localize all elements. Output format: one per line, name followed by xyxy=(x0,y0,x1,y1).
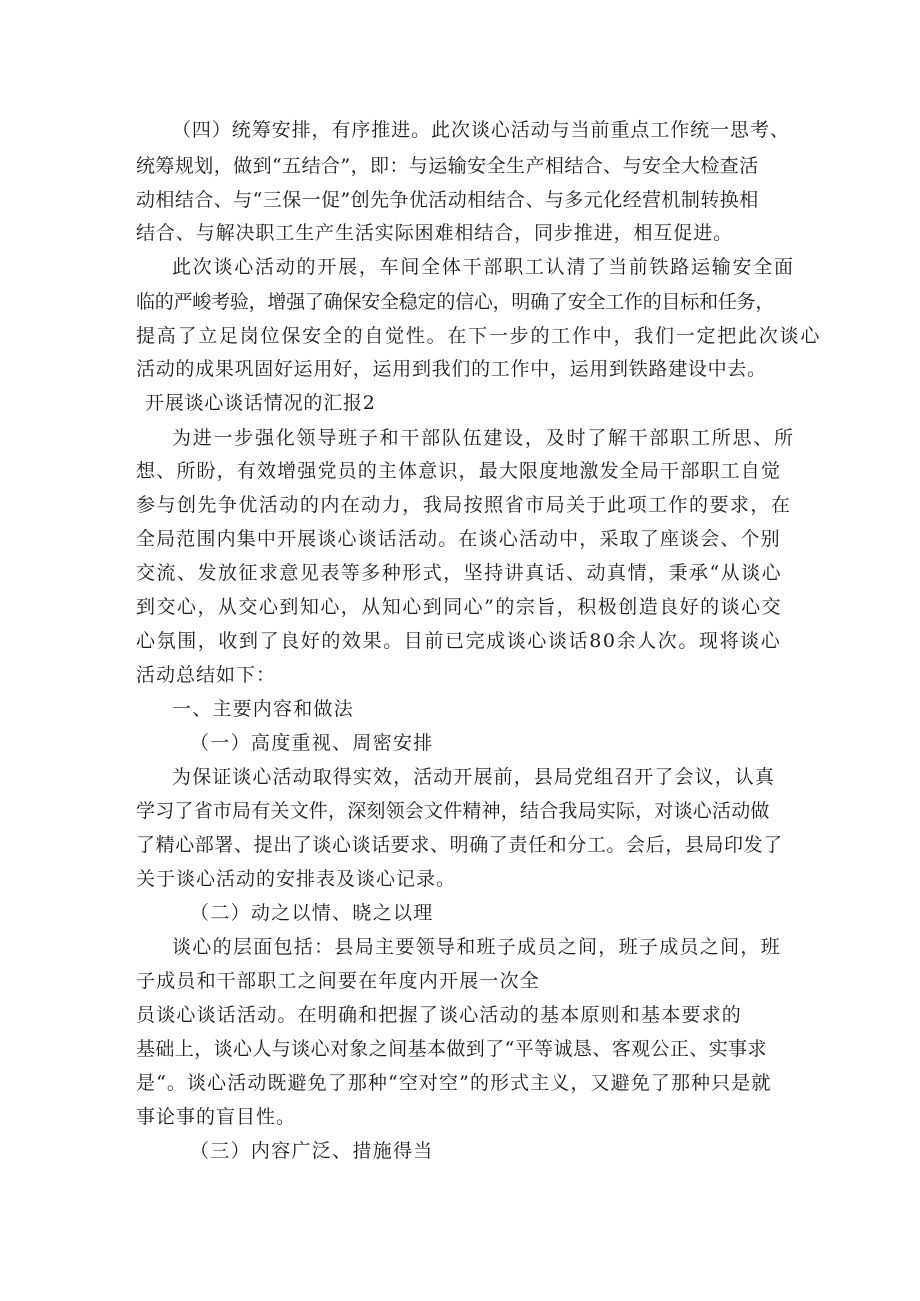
text-line: 谈心的层面包括：县局主要领导和班子成员之间，班子成员之间，班 xyxy=(172,936,782,958)
text-line: 基础上，谈心人与谈心对象之间基本做到了“平等诚恳、客观公正、实事求 xyxy=(136,1038,767,1060)
text-line: 到交心，从交心到知心，从知心到同心”的宗旨，积极创造良好的谈心交 xyxy=(136,596,783,618)
text-line: 动相结合、与“三保一促”创先争优活动相结合、与多元化经营机制转换相 xyxy=(136,189,759,211)
text-line: 了精心部署、提出了谈心谈话要求、明确了责任和分工。会后，县局印发了 xyxy=(136,834,783,856)
text-line: 统筹规划，做到“五结合”，即：与运输安全生产相结合、与安全大检查活 xyxy=(136,155,759,177)
text-line: 提高了立足岗位保安全的自觉性。在下一步的工作中，我们一定把此次谈心 xyxy=(136,325,822,347)
text-line: 交流、发放征求意见表等多种形式，坚持讲真话、动真情，秉承“从谈心 xyxy=(136,562,783,584)
text-line: 员谈心谈话活动。在明确和把握了谈心活动的基本原则和基本要求的 xyxy=(136,1004,743,1026)
text-line: 子成员和干部职工之间要在年度内开展一次全 xyxy=(136,970,541,992)
text-line: 为进一步强化领导班子和干部队伍建设，及时了解干部职工所思、所 xyxy=(172,427,795,449)
text-line: 活动总结如下： xyxy=(136,664,277,686)
section-heading: 开展谈心谈话情况的汇报2 xyxy=(145,392,376,414)
text-line: 全局范围内集中开展谈心谈话活动。在谈心活动中，采取了座谈会、个别 xyxy=(136,528,781,550)
subsection-heading: （一）高度重视、周密安排 xyxy=(190,732,434,754)
text-line: 临的严峻考验，增强了确保安全稳定的信心，明确了安全工作的目标和任务， xyxy=(136,291,775,313)
subsection-heading: （三）内容广泛、措施得当 xyxy=(190,1140,434,1162)
text-line: 是“。谈心活动既避免了那种“空对空”的形式主义，又避免了那种只是就 xyxy=(136,1072,772,1094)
section-heading: 一、主要内容和做法 xyxy=(172,698,354,720)
text-line: 为保证谈心活动取得实效，活动开展前，县局党组召开了会议，认真 xyxy=(172,766,776,788)
text-line: 活动的成果巩固好运用好，运用到我们的工作中，运用到铁路建设中去。 xyxy=(136,358,767,380)
text-line: 心氛围，收到了良好的效果。目前已完成谈心谈话80余人次。现将谈心 xyxy=(136,630,782,652)
subsection-heading: （二）动之以情、晓之以理 xyxy=(190,902,434,924)
text-line: 参与创先争优活动的内在动力，我局按照省市局关于此项工作的要求，在 xyxy=(136,494,792,516)
text-line: 想、所盼，有效增强党员的主体意识，最大限度地激发全局干部职工自觉 xyxy=(136,460,782,482)
text-line: （四）统筹安排，有序推进。此次谈心活动与当前重点工作统一思考、 xyxy=(172,119,790,141)
text-line: 结合、与解决职工生产生活实际困难相结合，同步推进，相互促进。 xyxy=(136,222,734,244)
text-line: 此次谈心活动的开展，车间全体干部职工认清了当前铁路运输安全面 xyxy=(172,256,795,278)
text-line: 关于谈心活动的安排表及谈心记录。 xyxy=(136,868,457,890)
text-line: 事论事的盲目性。 xyxy=(136,1106,297,1128)
text-line: 学习了省市局有关文件，深刻领会文件精神，结合我局实际，对谈心活动做 xyxy=(136,800,770,822)
